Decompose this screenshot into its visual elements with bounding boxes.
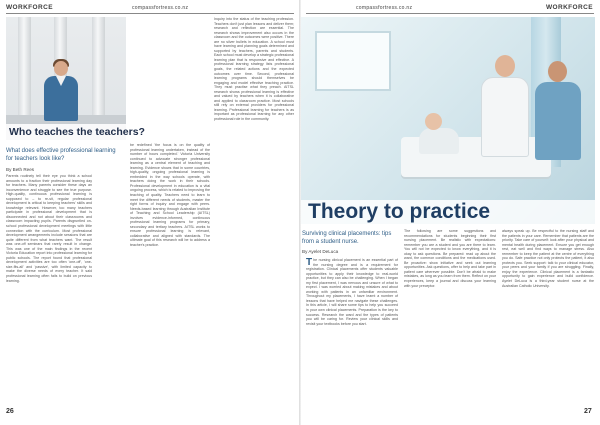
- byline-left: By Beth Rees: [6, 167, 35, 172]
- article-deck-left: What does effective professional learning for teachers look like?: [6, 148, 116, 162]
- body-column-left-2: be redefined 'the focus is on the quality of professional learning undertaken, instead of the number of hours completed.' Victoria University continued to advocate stronger professional learning as a central element of teaching and learning. Evidence shows that in some countries, high-quality, ongoing professional learning is embedded in the way schools operate, with teachers doing the work in their schools. Professional development in education is a vital ongoing process, which is related to improving the teaching of quality. Teachers need to learn to meet the different needs of students, master the right forms of inquiry and engage with peers. Needs-based learning through Australian Institute of Teaching and School Leadership (AITSL) involves evidence-informed, continuous professional learning programs for primary, secondary and tertiary teachers. AITSL works to ensure professional learning is relevant, collaborative and aligned with standards. The ultimate goal of this research will be to address a teacher's practice.: [130, 143, 210, 248]
- body-column-right-1-text: he nursing clinical placement is an essential part of the nursing degree and is a requirement for registration. Clinical placements offer students valuable opportunities to apply their knowledge to real-world practice, but they can also be challenging. When I began my first placement, I was nervous and unsure of what to expect. I was worried about making mistakes and about working with patients in an unfamiliar environment. Throughout my placements, I have learnt a number of lessons that have helped me navigate these challenges. In this article, I will share some tips to help you succeed in your own clinical placements. Preparation is the key to success. Research the ward and the types of patients you will be caring for. Review your clinical skills and revisit your textbooks before you start.: [306, 258, 398, 326]
- patient-figure: [419, 113, 463, 153]
- body-column-right-3: always speak up. Be respectful to the nursing staff and the patients in your care. Remember that patients are the priority. Take care of yourself: look after your physical and mental health during placement. Ensure you get enough rest, eat well and find ways to manage stress. Also remember to keep the patient at the centre of everything you do. Safe practice not only protects the patient, it also protects you. Seek support: talk to your clinical educator, your peers and your family if you are struggling. Finally, enjoy the experience. Clinical placement is a fantastic opportunity to gain experience and build confidence. Ayelet DeLuca is a third-year student nurse at the Australian Catholic University.: [502, 229, 594, 288]
- body-column-left-3: Inquiry into the status of the teaching profession. Teachers don't just plan lessons and deliver them; research and reflection are essential. The research shows improvement also occurs in the classroom and the outcomes were positive. There are no silver bullets in education. A school must have learning and planning goals determined and supported by teachers, parents and students. Each school must develop a strategic professional learning plan that is responsive and effective. A professional learning strategy lists professional goals, the related actions and the expected outcomes over time. Second, professional learning programs should themselves be engaging and model effective teaching practice. They must practise what they preach. AITSL research shows professional learning is effective and valued by teachers when it is collaborative and applied to classroom practice. Most schools still rely on external providers for professional learning. Professional learning for teachers is as important as professional learning for any other professional role in the community.: [214, 17, 294, 122]
- body-column-left-1: Parents routinely tell their eye you think a school amounts to a fraction their professional learning day for teachers. Many parents consider these days an inconvenience and struggle to see the true purpose. High-quality, continuous professional learning is supposed to – to re-sit, regular professional development is critical to keeping teachers' skills and knowledge relevant. However, too many teachers participate in professional development that is disconnected and not about their classrooms and classroom impacting pupils. Parents disgruntled on-school professional development meetings with little connection with the curriculum. Most professional development arrangements include sessions that are quite different from what teachers want. The result was one-off seminars that rarely result in change. This was one of the main findings in the recent Victoria Education report into professional learning for public schools. The report found that professional development activities are too often 'one-off', 'one-size-fits-all' and 'passive', with limited capacity to make the diverse needs of every teacher. It said professional learning often fails to build on previous learning.: [6, 174, 92, 283]
- header-rule-right: [306, 13, 594, 14]
- section-tag-left: WORKFORCE: [6, 4, 53, 11]
- site-url-right: compassfortress.co.nz: [356, 5, 413, 11]
- pillar: [92, 17, 105, 117]
- hero-image-left: [6, 17, 126, 140]
- body-column-right-2: The following are some suggestions and recommendations for students beginning their first nursing placement. Be realistic with expectations: remember you are a student and you are there to learn. You will not be expected to know everything, and it is okay to ask questions. Be prepared: read up about the ward, the common conditions and the medications used. Be proactive: show initiative and seek out learning opportunities. Ask questions, offer to help and take part in patient care wherever possible. Don't be afraid to make mistakes, as long as you learn from them. Reflect on your experiences, keep a journal and discuss your learning with your preceptor.: [404, 229, 496, 288]
- drop-cap: T: [306, 258, 313, 268]
- teacher-figure: [42, 61, 80, 121]
- page-number-left: 26: [6, 408, 14, 415]
- article-deck-right: Surviving clinical placements: tips from a student nurse.: [302, 231, 392, 245]
- article-title-right: Theory to practice: [308, 200, 491, 223]
- pillar: [18, 17, 31, 117]
- header-rule-left: [6, 13, 294, 14]
- nurse-figure: [533, 61, 583, 157]
- window: [315, 31, 391, 91]
- body-column-right-1: [306, 258, 398, 403]
- site-url-left: compassfortress.co.nz: [132, 5, 189, 11]
- nurse-figure: [479, 55, 531, 155]
- section-tag-right: WORKFORCE: [546, 4, 593, 11]
- hero-image-right: [301, 17, 595, 224]
- article-title-left: Who teaches the teachers?: [9, 126, 145, 138]
- page-number-right: 27: [584, 408, 592, 415]
- byline-right: By Ayelet DeLuca: [302, 249, 339, 254]
